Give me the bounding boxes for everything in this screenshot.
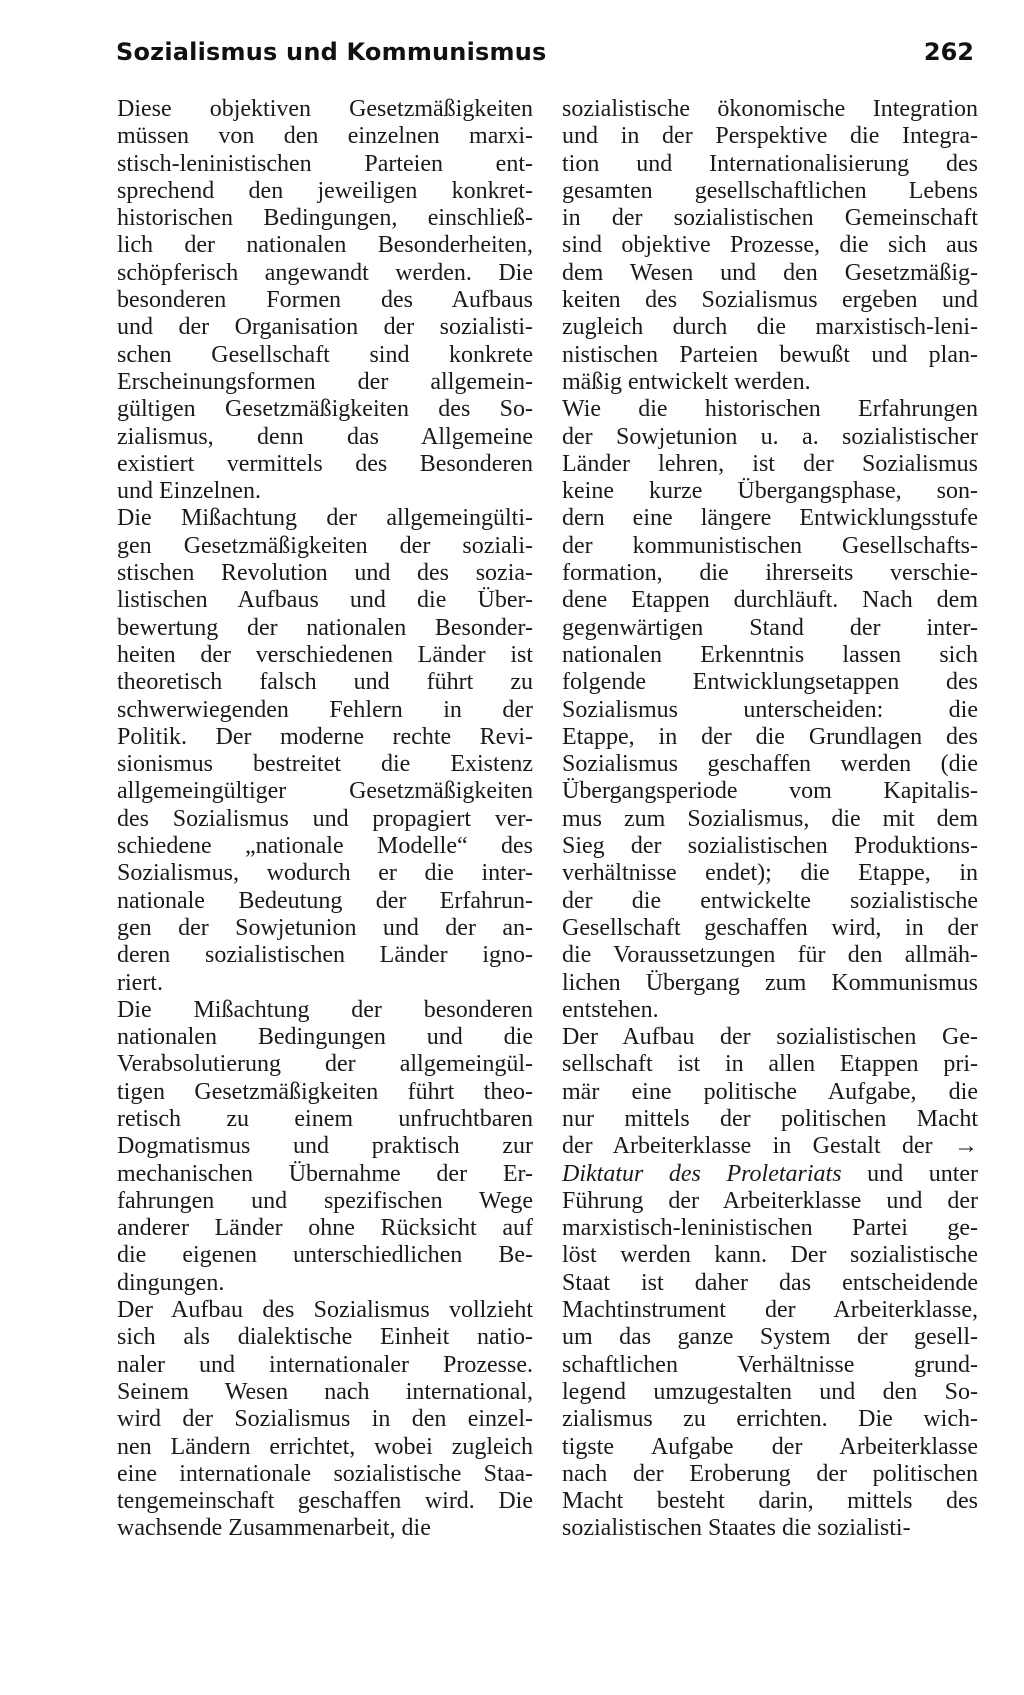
text-line: schaftlichen Verhältnisse grund- bbox=[562, 1351, 978, 1378]
text-line: und in der Perspektive die Integra- bbox=[562, 123, 978, 150]
text-line: der die entwickelte sozialistische bbox=[562, 887, 978, 914]
text-line: fahrungen und spezifischen Wege bbox=[117, 1187, 533, 1214]
text-line: mär eine politische Aufgabe, die bbox=[562, 1078, 978, 1105]
text-line: sozialistischen Staates die sozialisti- bbox=[562, 1515, 911, 1542]
text-line: nationalen Erkenntnis lassen sich bbox=[562, 641, 978, 668]
text-line: Führung der Arbeiterklasse und der bbox=[562, 1187, 978, 1214]
text-line: mus zum Sozialismus, die mit dem bbox=[562, 805, 978, 832]
text-line: zialismus zu errichten. Die wich- bbox=[562, 1406, 978, 1433]
text-line: deren sozialistischen Länder igno- bbox=[117, 942, 533, 969]
text-line: gen der Sowjetunion und der an- bbox=[117, 914, 533, 941]
text-line: sprechend den jeweiligen konkret- bbox=[117, 177, 533, 204]
text-line: dem Wesen und den Gesetzmäßig- bbox=[562, 259, 978, 286]
right-text-column bbox=[562, 96, 978, 1543]
text-line: nationale Bedeutung der Erfahrun- bbox=[117, 887, 533, 914]
text-line: stisch-leninistischen Parteien ent- bbox=[117, 150, 533, 177]
text-line: der Arbeiterklasse in Gestalt der → bbox=[562, 1133, 978, 1160]
text-line: sellschaft ist in allen Etappen pri- bbox=[562, 1051, 978, 1078]
text-line: Erscheinungsformen der allgemein- bbox=[117, 368, 533, 395]
text-line: Machtinstrument der Arbeiterklasse, bbox=[562, 1297, 978, 1324]
text-line: Diktatur des Proletariats und unter bbox=[562, 1160, 978, 1187]
text-line: Macht besteht darin, mittels des bbox=[562, 1488, 978, 1515]
text-line: um das ganze System der gesell- bbox=[562, 1324, 978, 1351]
text-line: schwerwiegenden Fehlern in der bbox=[117, 696, 533, 723]
text-line: existiert vermittels des Besonderen bbox=[117, 450, 533, 477]
text-line: Wie die historischen Erfahrungen bbox=[562, 396, 978, 423]
text-line: mäßig entwickelt werden. bbox=[562, 368, 811, 395]
text-line: Sieg der sozialistischen Produktions- bbox=[562, 833, 978, 860]
text-line: gesamten gesellschaftlichen Lebens bbox=[562, 177, 978, 204]
text-line: der kommunistischen Gesellschafts- bbox=[562, 532, 978, 559]
text-line: Übergangsperiode vom Kapitalis- bbox=[562, 778, 978, 805]
paragraph bbox=[562, 396, 978, 1024]
text-line: in der sozialistischen Gemeinschaft bbox=[562, 205, 978, 232]
text-line: keine kurze Übergangsphase, son- bbox=[562, 478, 978, 505]
text-line: und der Organisation der sozialisti- bbox=[117, 314, 533, 341]
paragraph bbox=[117, 1297, 533, 1543]
paragraph bbox=[117, 997, 533, 1297]
text-line: Verabsolutierung der allgemeingül- bbox=[117, 1051, 533, 1078]
text-line: gültigen Gesetzmäßigkeiten des So- bbox=[117, 396, 533, 423]
paragraph bbox=[562, 96, 978, 396]
text-line: Die Mißachtung der allgemeingülti- bbox=[117, 505, 533, 532]
text-line: Seinem Wesen nach international, bbox=[117, 1378, 533, 1405]
text-line: stischen Revolution und des sozia- bbox=[117, 560, 533, 587]
text-line: lichen Übergang zum Kommunismus bbox=[562, 969, 978, 996]
text-line: tengemeinschaft geschaffen wird. Die bbox=[117, 1488, 533, 1515]
text-line: tigen Gesetzmäßigkeiten führt theo- bbox=[117, 1078, 533, 1105]
text-line: Staat ist daher das entscheidende bbox=[562, 1269, 978, 1296]
paragraph bbox=[117, 505, 533, 996]
text-line: die eigenen unterschiedlichen Be- bbox=[117, 1242, 533, 1269]
text-line: müssen von den einzelnen marxi- bbox=[117, 123, 533, 150]
text-line: Der Aufbau des Sozialismus vollzieht bbox=[117, 1297, 533, 1324]
text-line: zugleich durch die marxistisch-leni- bbox=[562, 314, 978, 341]
text-line: Sozialismus geschaffen werden (die bbox=[562, 751, 978, 778]
text-line: die Voraussetzungen für den allmäh- bbox=[562, 942, 978, 969]
text-line: nur mittels der politischen Macht bbox=[562, 1105, 978, 1132]
left-text-column bbox=[117, 96, 533, 1543]
paragraph bbox=[117, 96, 533, 505]
text-line: sind objektive Prozesse, die sich aus bbox=[562, 232, 978, 259]
text-line: schiedene „nationale Modelle“ des bbox=[117, 833, 533, 860]
text-line: Sozialismus, wodurch er die inter- bbox=[117, 860, 533, 887]
text-line: Länder lehren, ist der Sozialismus bbox=[562, 450, 978, 477]
text-line: entstehen. bbox=[562, 996, 659, 1023]
running-title: Sozialismus und Kommunismus bbox=[116, 38, 547, 66]
text-line: theoretisch falsch und führt zu bbox=[117, 669, 533, 696]
text-line: nen Ländern errichtet, wobei zugleich bbox=[117, 1433, 533, 1460]
text-line: Etappe, in der die Grundlagen des bbox=[562, 723, 978, 750]
text-line: retisch zu einem unfruchtbaren bbox=[117, 1105, 533, 1132]
text-line: sich als dialektische Einheit natio- bbox=[117, 1324, 533, 1351]
text-line: gegenwärtigen Stand der inter- bbox=[562, 614, 978, 641]
text-line: formation, die ihrerseits verschie- bbox=[562, 560, 978, 587]
text-line: lich der nationalen Besonderheiten, bbox=[117, 232, 533, 259]
page-number: 262 bbox=[923, 38, 974, 66]
text-line: legend umzugestalten und den So- bbox=[562, 1378, 978, 1405]
text-line: löst werden kann. Der sozialistische bbox=[562, 1242, 978, 1269]
text-line: Diese objektiven Gesetzmäßigkeiten bbox=[117, 96, 533, 122]
text-line: besonderen Formen des Aufbaus bbox=[117, 287, 533, 314]
text-line: Dogmatismus und praktisch zur bbox=[117, 1133, 533, 1160]
text-line: Gesellschaft geschaffen wird, in der bbox=[562, 914, 978, 941]
text-line: listischen Aufbaus und die Über- bbox=[117, 587, 533, 614]
text-line: eine internationale sozialistische Staa- bbox=[117, 1460, 533, 1487]
text-line: dern eine längere Entwicklungsstufe bbox=[562, 505, 978, 532]
text-line: gen Gesetzmäßigkeiten der soziali- bbox=[117, 532, 533, 559]
text-line: zialismus, denn das Allgemeine bbox=[117, 423, 533, 450]
text-line: folgende Entwicklungsetappen des bbox=[562, 669, 978, 696]
text-line: Politik. Der moderne rechte Revi- bbox=[117, 723, 533, 750]
text-line: nistischen Parteien bewußt und plan- bbox=[562, 341, 978, 368]
text-line: Der Aufbau der sozialistischen Ge- bbox=[562, 1024, 978, 1051]
text-line: Sozialismus unterscheiden: die bbox=[562, 696, 978, 723]
text-line: naler und internationaler Prozesse. bbox=[117, 1351, 533, 1378]
text-line: nationalen Bedingungen und die bbox=[117, 1024, 533, 1051]
text-line: keiten des Sozialismus ergeben und bbox=[562, 287, 978, 314]
text-line: schöpferisch angewandt werden. Die bbox=[117, 259, 533, 286]
text-line: tigste Aufgabe der Arbeiterklasse bbox=[562, 1433, 978, 1460]
text-line: allgemeingültiger Gesetzmäßigkeiten bbox=[117, 778, 533, 805]
text-line: anderer Länder ohne Rücksicht auf bbox=[117, 1215, 533, 1242]
text-line: der Sowjetunion u. a. sozialistischer bbox=[562, 423, 978, 450]
text-line: bewertung der nationalen Besonder- bbox=[117, 614, 533, 641]
text-line: marxistisch-leninistischen Partei ge- bbox=[562, 1215, 978, 1242]
text-line: verhältnisse endet); die Etappe, in bbox=[562, 860, 978, 887]
text-line: sionismus bestreitet die Existenz bbox=[117, 751, 533, 778]
text-line: mechanischen Übernahme der Er- bbox=[117, 1160, 533, 1187]
text-line: schen Gesellschaft sind konkrete bbox=[117, 341, 533, 368]
text-line: wachsende Zusammenarbeit, die bbox=[117, 1515, 431, 1542]
text-line: dene Etappen durchläuft. Nach dem bbox=[562, 587, 978, 614]
text-line: nach der Eroberung der politischen bbox=[562, 1460, 978, 1487]
text-line: dingungen. bbox=[117, 1269, 225, 1296]
text-line: tion und Internationalisierung des bbox=[562, 150, 978, 177]
text-line: wird der Sozialismus in den einzel- bbox=[117, 1406, 533, 1433]
text-line: Die Mißachtung der besonderen bbox=[117, 996, 533, 1023]
paragraph bbox=[562, 1024, 978, 1543]
cross-reference-term: Diktatur des Proletariats bbox=[562, 1160, 842, 1187]
text-line: des Sozialismus und propagiert ver- bbox=[117, 805, 533, 832]
page-header bbox=[116, 38, 974, 78]
text-line: heiten der verschiedenen Länder ist bbox=[117, 641, 533, 668]
text-line: sozialistische ökonomische Integration bbox=[562, 96, 978, 122]
text-line: und Einzelnen. bbox=[117, 478, 261, 505]
text-line: historischen Bedingungen, einschließ- bbox=[117, 205, 533, 232]
text-line: riert. bbox=[117, 969, 163, 996]
